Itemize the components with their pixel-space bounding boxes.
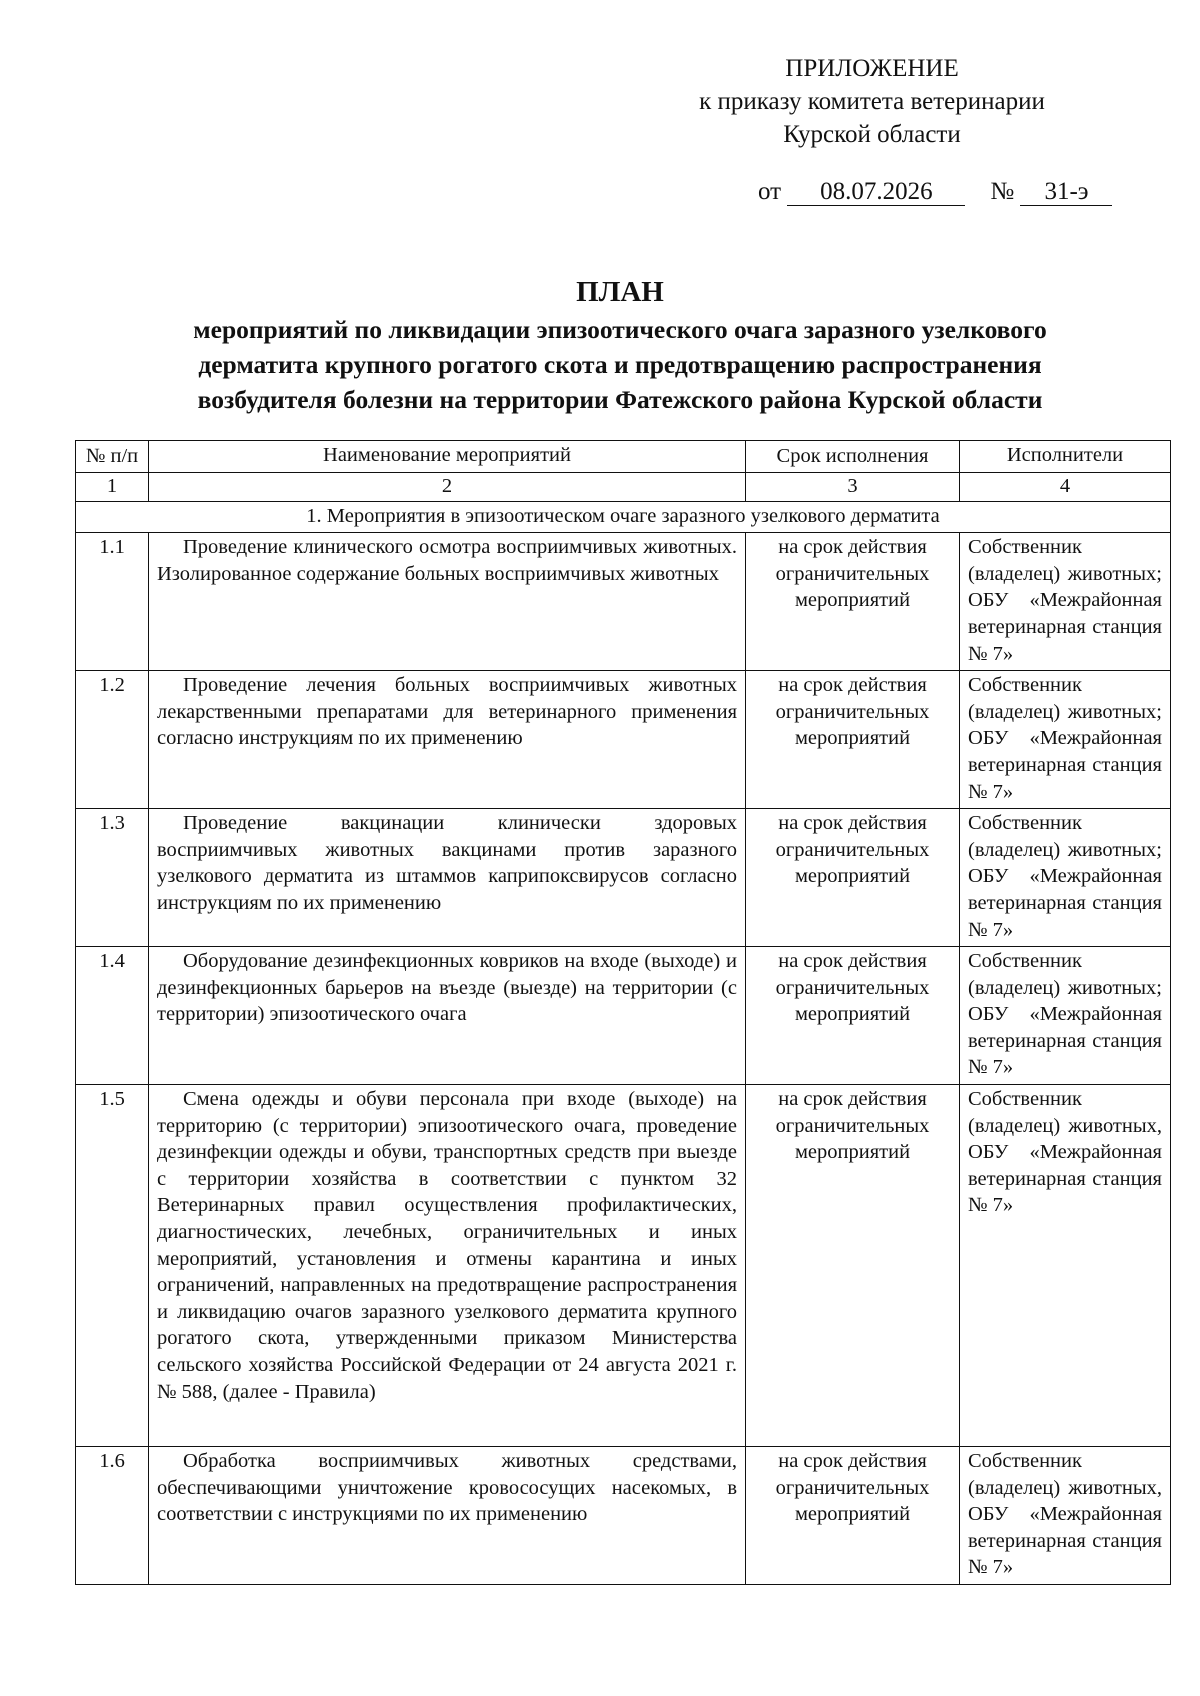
row-activity: Смена одежды и обуви персонала при входе (выходе) на территорию (с территории) эпизоотического очага, проведение дезинфекции одежды и обуви, транспортных средств при выезде с территории хозяйства в соответствии с пунктом 32 Ветеринарных правил осуществления профилактических, диагностических, лечебных, ограничительных и иных мероприятий, установления и отмены карантина и иных ограничений, направленных на предотвращение распространения и ликвидацию очагов заразного узелкового дерматита крупного рогатого скота, утвержденными приказом Министерства сельского хозяйства Российской Федерации от 24 августа 2021 г. № 588, (далее - Правила) <box>149 1085 746 1447</box>
row-executors: Собственник (владелец) животных; ОБУ «Межрайонная ветеринарная станция № 7» <box>960 533 1171 671</box>
appendix-line: к приказу комитета ветеринарии <box>699 88 1045 115</box>
title-subtitle-line: дерматита крупного рогатого скота и предотвращению распространения <box>198 350 1042 379</box>
table-row <box>76 809 1171 947</box>
row-activity: Проведение клинического осмотра восприимчивых животных. Изолированное содержание больных восприимчивых животных <box>149 533 746 671</box>
column-number: 1 <box>76 472 149 501</box>
row-number: 1.6 <box>76 1447 149 1585</box>
header-exec: Исполнители <box>960 441 1171 473</box>
row-executors: Собственник (владелец) животных; ОБУ «Межрайонная ветеринарная станция № 7» <box>960 947 1171 1085</box>
section-title: 1. Мероприятия в эпизоотическом очаге заразного узелкового дерматита <box>76 501 1171 533</box>
row-number: 1.2 <box>76 671 149 809</box>
table-row <box>76 1447 1171 1585</box>
order-number: 31-э <box>1020 179 1112 206</box>
column-number: 4 <box>960 472 1171 501</box>
column-number-row <box>76 472 1171 501</box>
section-row <box>76 501 1171 533</box>
column-number: 2 <box>149 472 746 501</box>
order-prefix: от <box>758 178 782 205</box>
row-executors: Собственник (владелец) животных, ОБУ «Межрайонная ветеринарная станция № 7» <box>960 1085 1171 1447</box>
table-header-row <box>76 441 1171 473</box>
row-term: на срок действия ограничительных мероприятий <box>746 1085 960 1447</box>
row-number: 1.4 <box>76 947 149 1085</box>
header-name: Наименование мероприятий <box>149 441 746 473</box>
row-activity: Оборудование дезинфекционных ковриков на входе (выходе) и дезинфекционных барьеров на въезде (выезде) на территории (с территории) эпизоотического очага <box>149 947 746 1085</box>
order-number-sign: № <box>990 178 1015 205</box>
row-executors: Собственник (владелец) животных; ОБУ «Межрайонная ветеринарная станция № 7» <box>960 809 1171 947</box>
table-row <box>76 671 1171 809</box>
row-activity: Проведение лечения больных восприимчивых животных лекарственными препаратами для ветеринарного применения согласно инструкциям по их применению <box>149 671 746 809</box>
row-term: на срок действия ограничительных мероприятий <box>746 947 960 1085</box>
appendix-line: ПРИЛОЖЕНИЕ <box>785 55 959 82</box>
row-term: на срок действия ограничительных мероприятий <box>746 1447 960 1585</box>
appendix-line: Курской области <box>783 121 961 148</box>
order-reference <box>758 178 1112 206</box>
row-executors: Собственник (владелец) животных, ОБУ «Межрайонная ветеринарная станция № 7» <box>960 1447 1171 1585</box>
table-row <box>76 1085 1171 1447</box>
header-term: Срок исполнения <box>746 441 960 473</box>
appendix-block <box>662 52 1082 151</box>
row-term: на срок действия ограничительных мероприятий <box>746 809 960 947</box>
title-subtitle-line: мероприятий по ликвидации эпизоотического очага заразного узелкового <box>193 315 1047 344</box>
row-executors: Собственник (владелец) животных; ОБУ «Межрайонная ветеринарная станция № 7» <box>960 671 1171 809</box>
column-number: 3 <box>746 472 960 501</box>
row-activity: Обработка восприимчивых животных средствами, обеспечивающими уничтожение кровососущих насекомых, в соответствии с инструкциями по их применению <box>149 1447 746 1585</box>
row-number: 1.1 <box>76 533 149 671</box>
row-number: 1.5 <box>76 1085 149 1447</box>
table-row <box>76 947 1171 1085</box>
title-main: ПЛАН <box>576 276 664 308</box>
plan-table <box>75 440 1171 1585</box>
order-date: 08.07.2026 <box>787 179 965 206</box>
header-num: № п/п <box>76 441 149 473</box>
table-row <box>76 533 1171 671</box>
document-title <box>70 272 1170 417</box>
row-term: на срок действия ограничительных мероприятий <box>746 533 960 671</box>
title-subtitle-line: возбудителя болезни на территории Фатежского района Курской области <box>197 385 1043 414</box>
row-number: 1.3 <box>76 809 149 947</box>
row-activity: Проведение вакцинации клинически здоровых восприимчивых животных вакцинами против заразного узелкового дерматита из штаммов каприпоксвирусов согласно инструкциям по их применению <box>149 809 746 947</box>
row-term: на срок действия ограничительных мероприятий <box>746 671 960 809</box>
